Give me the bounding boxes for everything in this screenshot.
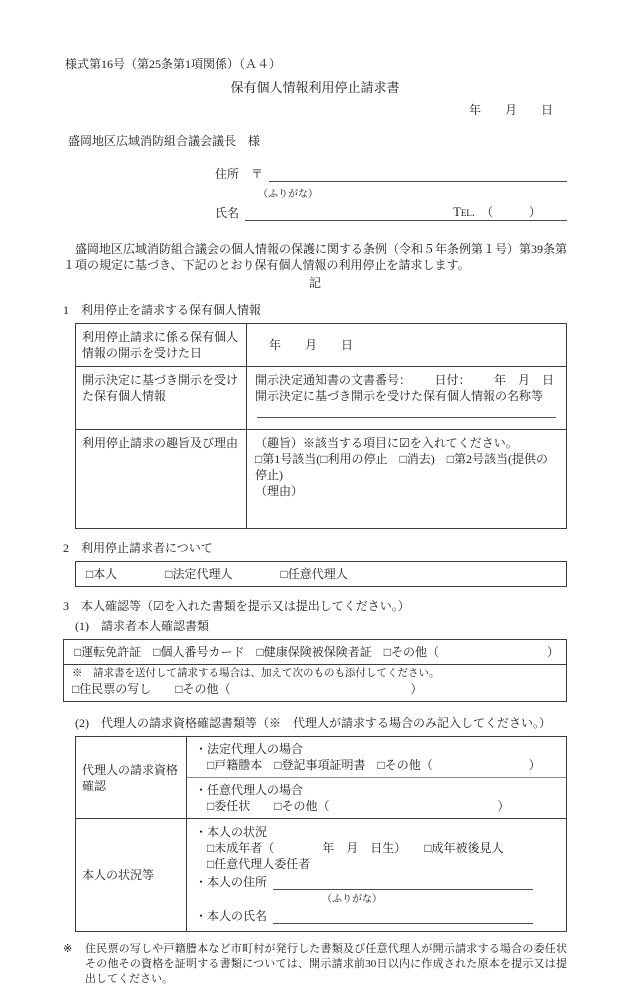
doc-date-value: 年 月 日 [493, 373, 554, 387]
identity-docs-table [63, 639, 567, 702]
legal-agent-options: □戸籍謄本 □登記事項証明書 □その他（ ） [207, 758, 541, 772]
table-row-agent-qualification [76, 737, 566, 818]
address-fill-line [269, 181, 567, 182]
address-label: 住所 〒 [215, 167, 264, 181]
principal-status-value [187, 819, 566, 931]
tel-blank: （ ） [474, 205, 541, 219]
agent-qualification-label: 代理人の請求資格確認 [76, 737, 187, 818]
doc-number-label: 開示決定通知書の文書番号： [255, 373, 412, 387]
principal-status-label: 本人の状況等 [76, 819, 187, 931]
row-value-disclosed-info [247, 367, 566, 429]
legal-agent-subrow [187, 737, 566, 778]
addressee: 盛岡地区広域消防組合議会議長 様 [68, 134, 261, 148]
row-label-disclosure-date: 利用停止請求に係る保有個人情報の開示を受けた日 [76, 324, 247, 366]
principal-address-row [195, 872, 558, 890]
mail-request-note: ※ 請求書を送付して請求する場合は、加えて次のものも添付してください。 [72, 668, 440, 679]
name-label: 氏名 [215, 206, 240, 220]
table-row-principal-status [76, 818, 566, 931]
row-label-purpose-reason: 利用停止請求の趣旨及び理由 [76, 430, 247, 528]
table-row-disclosure-date [76, 324, 566, 366]
row-value-disclosure-date: 年 月 日 [269, 338, 354, 352]
section1-heading: 1 利用停止を請求する保有個人情報 [63, 303, 262, 317]
purpose-instruction: （趣旨）※該当する項目に☑を入れてください。 [255, 436, 518, 450]
row-value-purpose-reason [247, 430, 566, 528]
agent-docs-heading: (2) 代理人の請求資格確認書類等（※ 代理人が請求する場合のみ記入してください。） [75, 716, 551, 730]
principal-furigana-label: （ふりがな） [322, 894, 382, 905]
principal-address-fill-line [273, 889, 533, 890]
tel-label: Tel. [453, 205, 475, 219]
form-number: 様式第16号（第25条第1項関係）（Ａ４） [65, 57, 282, 71]
legal-agent-title: ・法定代理人の場合 [195, 742, 304, 756]
identity-docs-options: □運転免許証 □個人番号カード □健康保険被保険者証 □その他（ ） [74, 645, 559, 659]
principal-status-title: ・本人の状況 [195, 825, 268, 839]
date-line: 年 月 日 [468, 103, 553, 117]
table-row-purpose-reason [76, 429, 566, 528]
section3-heading: 3 本人確認等（☑を入れた書類を提示又は提出してください。） [63, 599, 410, 613]
principal-status-agent-option: □任意代理人委任者 [207, 857, 311, 871]
principal-address-label: ・本人の住所 [195, 875, 268, 889]
principal-name-fill-line [273, 923, 533, 924]
page-title: 保有個人情報利用停止請求書 [230, 80, 400, 95]
section2-heading: 2 利用停止請求者について [63, 541, 213, 555]
identity-docs-mail-row [64, 664, 566, 701]
footnote-marker: ※ [63, 943, 73, 955]
principal-name-row [195, 906, 558, 924]
requester-type-options: □本人 □法定代理人 □任意代理人 [86, 567, 348, 581]
reason-label: （理由） [255, 484, 304, 498]
disclosure-doc-line [255, 372, 558, 388]
record-mark: 記 [308, 276, 321, 290]
disclosed-info-name-line: 開示決定に基づき開示を受けた保有個人情報の名称等 [255, 389, 544, 403]
requester-type-table [75, 561, 567, 587]
disclosed-info-fill-line [257, 417, 556, 418]
footnote-text: 住民票の写しや戸籍謄本など市町村が発行した書類及び任意代理人が開示請求する場合の委任状その他その資格を証明する書類については、開示請求前30日以内に作成された原本を提示又は提出してください。 [85, 943, 567, 985]
tel-group [453, 204, 541, 220]
name-row [215, 201, 567, 221]
purpose-checkbox-options: □第1号該当(□利用の停止 □消去) □第2号該当(提供の停止) [255, 452, 548, 482]
voluntary-agent-options: □委任状 □その他（ ） [207, 799, 510, 813]
voluntary-agent-subrow [187, 778, 566, 818]
agent-docs-table [75, 736, 567, 932]
furigana-label: （ふりがな） [258, 189, 318, 200]
voluntary-agent-title: ・任意代理人の場合 [195, 783, 304, 797]
retained-info-table [75, 323, 567, 529]
mail-request-options: □住民票の写し □その他（ ） [72, 682, 423, 696]
table-row-disclosed-info [76, 366, 566, 429]
row-label-disclosed-info: 開示決定に基づき開示を受けた保有個人情報 [76, 367, 247, 429]
reason-blank-space [255, 499, 558, 523]
address-row [215, 162, 567, 182]
footnote [63, 942, 567, 987]
principal-status-minor-option: □未成年者（ 年 月 日生） □成年被後見人 [207, 841, 504, 855]
name-fill-line [245, 204, 567, 221]
principal-name-label: ・本人の氏名 [195, 909, 268, 923]
doc-date-label: 日付： [434, 373, 471, 387]
identity-docs-heading: (1) 請求者本人確認書類 [75, 619, 209, 633]
agent-qualification-value [187, 737, 566, 818]
request-paragraph: 盛岡地区広域消防組合議会の個人情報の保護に関する条例（令和５年条例第１号）第39条第１項の規定に基づき、下記のとおり保有個人情報の利用停止を請求します。 [63, 242, 568, 272]
principal-status-block [187, 819, 566, 931]
